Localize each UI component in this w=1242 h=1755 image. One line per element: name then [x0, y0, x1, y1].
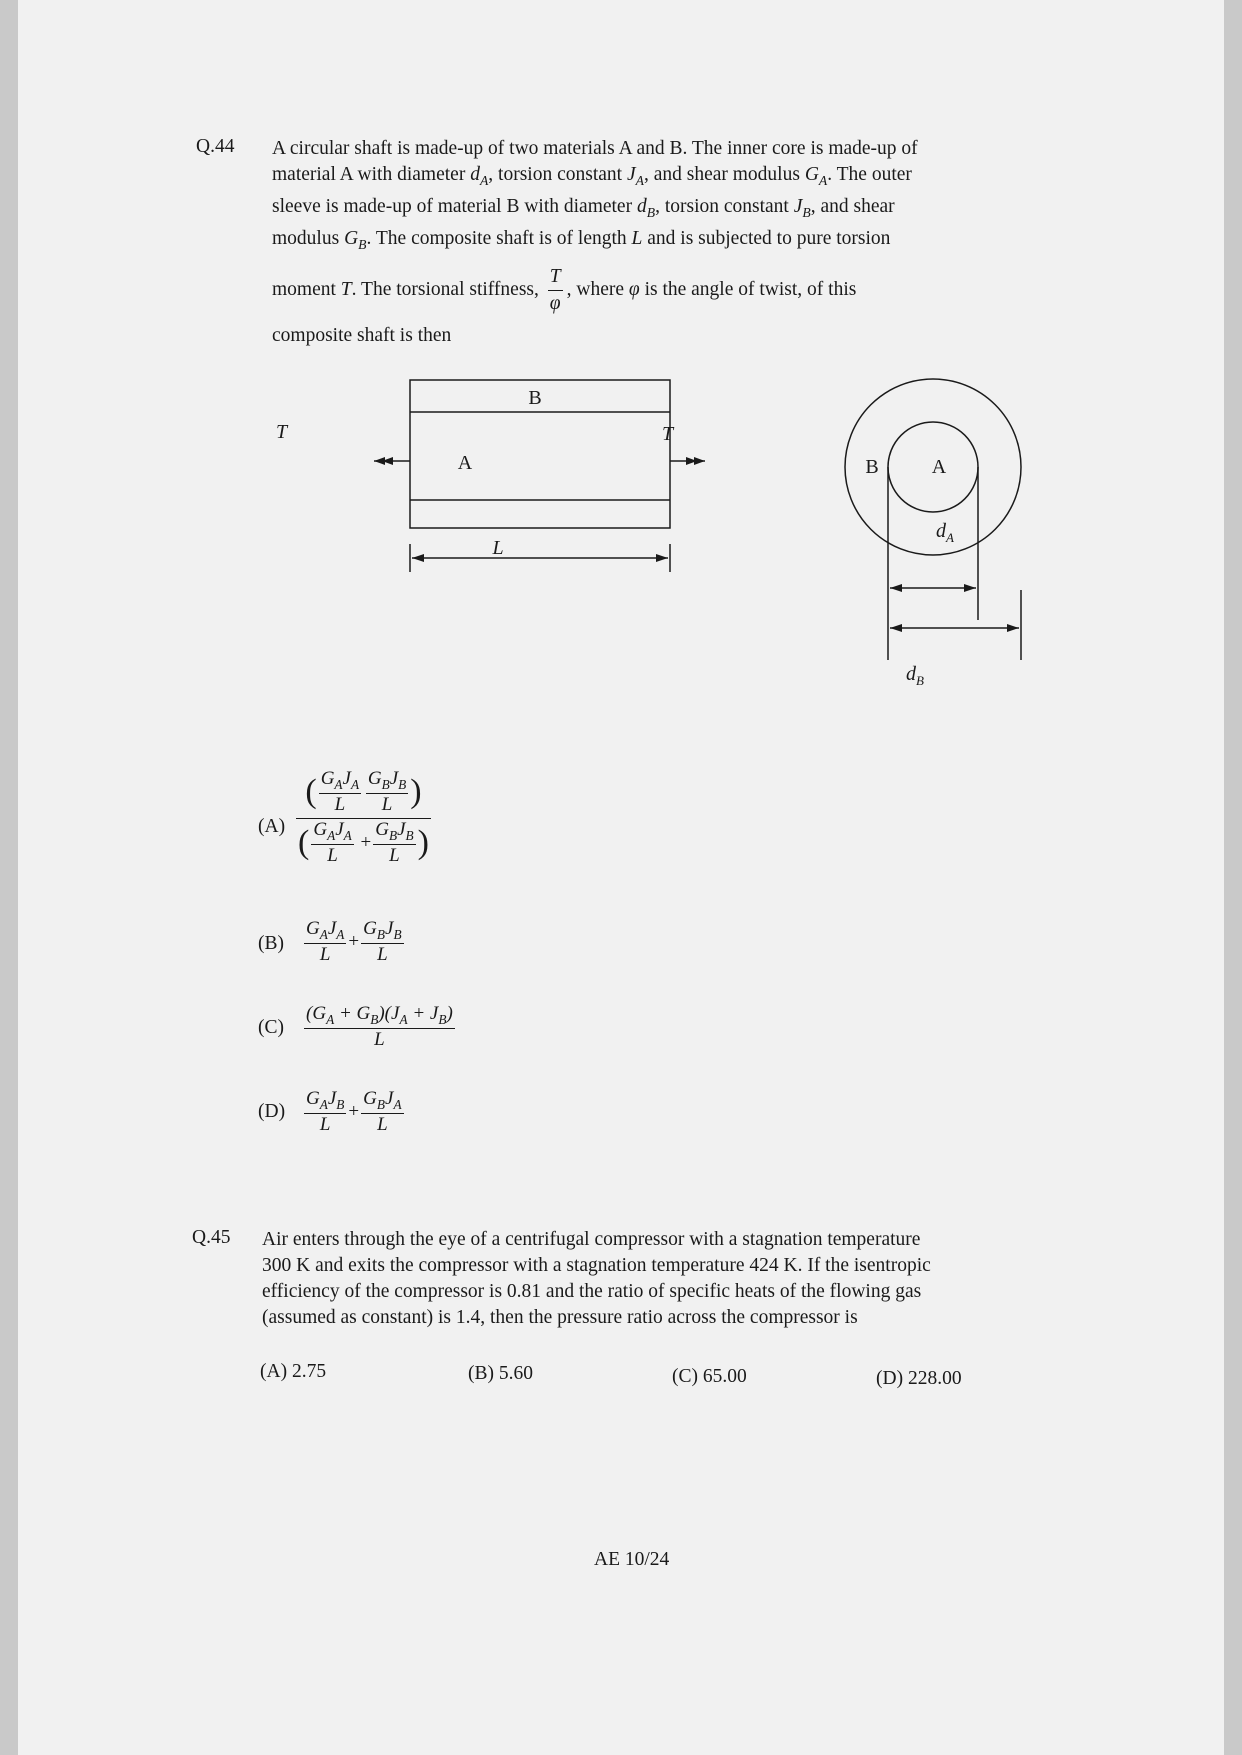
length-arrow-left [412, 554, 424, 562]
q44-line4: modulus $G_B$. The composite shaft is of length L and is subjected to pure torsion [272, 227, 891, 252]
page-footer: AE 10/24 [594, 1549, 670, 1570]
q45-line1: Air enters through the eye of a centrifugal compressor with a stagnation temperature [262, 1229, 921, 1250]
torque-left-label: T [276, 421, 288, 443]
option-A-label: (A) [258, 816, 286, 837]
q45-answer-A: (A) 2.75 [260, 1361, 327, 1382]
option-B-label: (B) [258, 933, 284, 954]
dB-arrow-right [1007, 624, 1019, 632]
circle-label-B: B [865, 456, 879, 478]
q44-line5: moment T. The torsional stiffness, $\frac{T}{\varphi}$ , where φ is the angle of twist, of this [272, 264, 1072, 317]
q44-line2: material A with diameter $d_A$, torsion constant $J_A$, and shear modulus $G_A$. The outer [272, 164, 912, 188]
q45-line2: 300 K and exits the compressor with a stagnation temperature 424 K. If the isentropic [262, 1255, 931, 1276]
option-C-label: (C) [258, 1017, 284, 1038]
option-A-expression: ( $G_AJ_A$ L $G_BJ_B$ L ) ( $G_AJ_A$ L + $G_BJ_B$ L ) [298, 768, 429, 866]
q44-line6: composite shaft is then [272, 324, 452, 346]
q45-line4: (assumed as constant) is 1.4, then the pressure ratio across the compressor is [262, 1307, 858, 1328]
q45-answer-C: (C) 65.00 [672, 1366, 747, 1387]
option-D-label: (D) [258, 1101, 286, 1122]
q44-line1: A circular shaft is made-up of two materials A and B. The inner core is made-up of [272, 138, 918, 159]
dB-label: $d_B$ [906, 663, 924, 688]
dB-arrow-left [890, 624, 902, 632]
option-C-expression: $\frac{(G_A + G_B)(J_A + J_B)}{L}$ [306, 1003, 453, 1050]
q45-answer-B: (B) 5.60 [468, 1363, 533, 1384]
torque-right-label: T [662, 423, 674, 445]
option-D-expression: $G_AJ_B$ L + $G_BJ_A$ L [306, 1088, 402, 1135]
q44-number: Q.44 [196, 136, 235, 157]
circle-label-A: A [931, 456, 947, 478]
length-label: L [492, 537, 504, 559]
q44-text [272, 136, 1072, 349]
label-B: B [528, 387, 542, 409]
option-B-expression: $G_AJ_A$ L + $G_BJ_B$ L [306, 918, 402, 965]
stiffness-fraction: $\frac{T}{\varphi}$ [549, 265, 561, 314]
q45-line3: efficiency of the compressor is 0.81 and the ratio of specific heats of the flowing gas [262, 1281, 922, 1302]
shaft-figure [276, 370, 1050, 690]
dA-arrow-right [964, 584, 976, 592]
label-A: A [457, 452, 473, 474]
q45-answer-D: (D) 228.00 [876, 1368, 962, 1389]
dA-label: $d_A$ [936, 520, 954, 545]
dA-arrow-left [890, 584, 902, 592]
q45-text [262, 1227, 1062, 1331]
q45-number: Q.45 [192, 1227, 231, 1248]
q44-line3: sleeve is made-up of material B with diameter $d_B$, torsion constant $J_B$, and shear [272, 195, 895, 220]
length-arrow-right [656, 554, 668, 562]
